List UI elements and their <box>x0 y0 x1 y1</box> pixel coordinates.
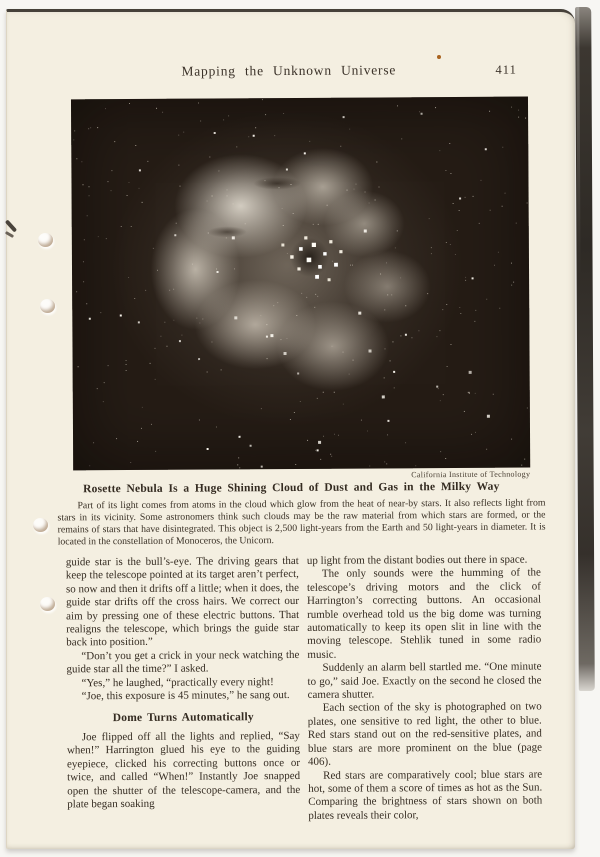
running-head-title: Mapping the Unknown Universe <box>181 62 397 79</box>
paragraph: Red stars are comparatively cool; blue stars are hot, some of them a score of times as hot as the Sun. Comparing the brightness of stars shown on both plates reveals their color, <box>308 767 543 822</box>
paragraph: “Joe, this exposure is 45 minutes,” he sang out. <box>81 689 290 703</box>
paragraph: “Don’t you get a crick in your neck watching the guide star all the time?” I asked. <box>66 648 300 676</box>
photo-credit: California Institute of Technology <box>411 469 531 480</box>
section-heading: Dome Turns Automatically <box>112 711 254 725</box>
page <box>6 9 575 849</box>
book-edge-shadow <box>575 7 595 691</box>
paragraph: The only sounds were the humming of the telescope’s driving motors and the click of Harrington’s correcting buttons. An occasional rumble overhead told us the big dome was turning automatically to keep its open slit in line with the moving telescope. Stehlik tuned in some radio music. <box>306 566 542 661</box>
page-number: 411 <box>495 62 517 77</box>
nebula-photo <box>71 97 530 471</box>
left-column-paragraphs-after-heading <box>67 730 300 812</box>
caption-title: Rosette Nebula Is a Huge Shining Cloud of Dust and Gas in the Milky Way <box>83 480 500 496</box>
paragraph: “Yes,” he laughed, “practically every night! <box>81 675 274 689</box>
caption-body: Part of its light comes from atoms in the cloud which glow from the heat of near-by stars. It also reflects light from stars in its vicinity. Some astronomers think such clouds may be the raw material from which stars are formed, or the remains of stars that have disintegrated. This object is 2,500 light-years from the Earth and 50 light-years in diameter. It is located in the constellation of Monoceros, the Unicorn. <box>57 497 546 548</box>
left-column-paragraphs <box>66 555 300 704</box>
paragraph: Joe flipped off all the lights and replied, “Say when!” Harrington glued his eye to the guiding eyepiece, clicked his correcting buttons once or twice, and called “When!” Instantly Joe snapped open the shutter of the telescope-camera, and the plate began soaking <box>66 729 301 811</box>
paragraph: Suddenly an alarm bell startled me. “One minute to go,” said Joe. Exactly on the second he closed the camera shutter. <box>307 660 542 701</box>
paragraph: guide star is the bull’s-eye. The driving gears that keep the telescope pointed at its target aren’t perfect, so now and then it drifts off a little; when it does, the guide star drifts off the cross hairs. We correct our aim by pressing one of these electric buttons. That realigns the telescope, which brings the guide star back into position.” <box>65 554 300 649</box>
right-column-paragraphs <box>307 553 543 823</box>
right-column <box>307 553 543 823</box>
paragraph: Each section of the sky is photographed on two plates, one sensitive to red light, the other to blue. Red stars stand out on the red-sensitive plates, and blue stars are more prominent on the blue (page 406). <box>307 700 542 768</box>
left-column <box>66 555 301 812</box>
central-star-cluster <box>71 99 73 101</box>
page-content <box>4 10 577 850</box>
paragraph: up light from the distant bodies out there in space. <box>306 553 528 567</box>
